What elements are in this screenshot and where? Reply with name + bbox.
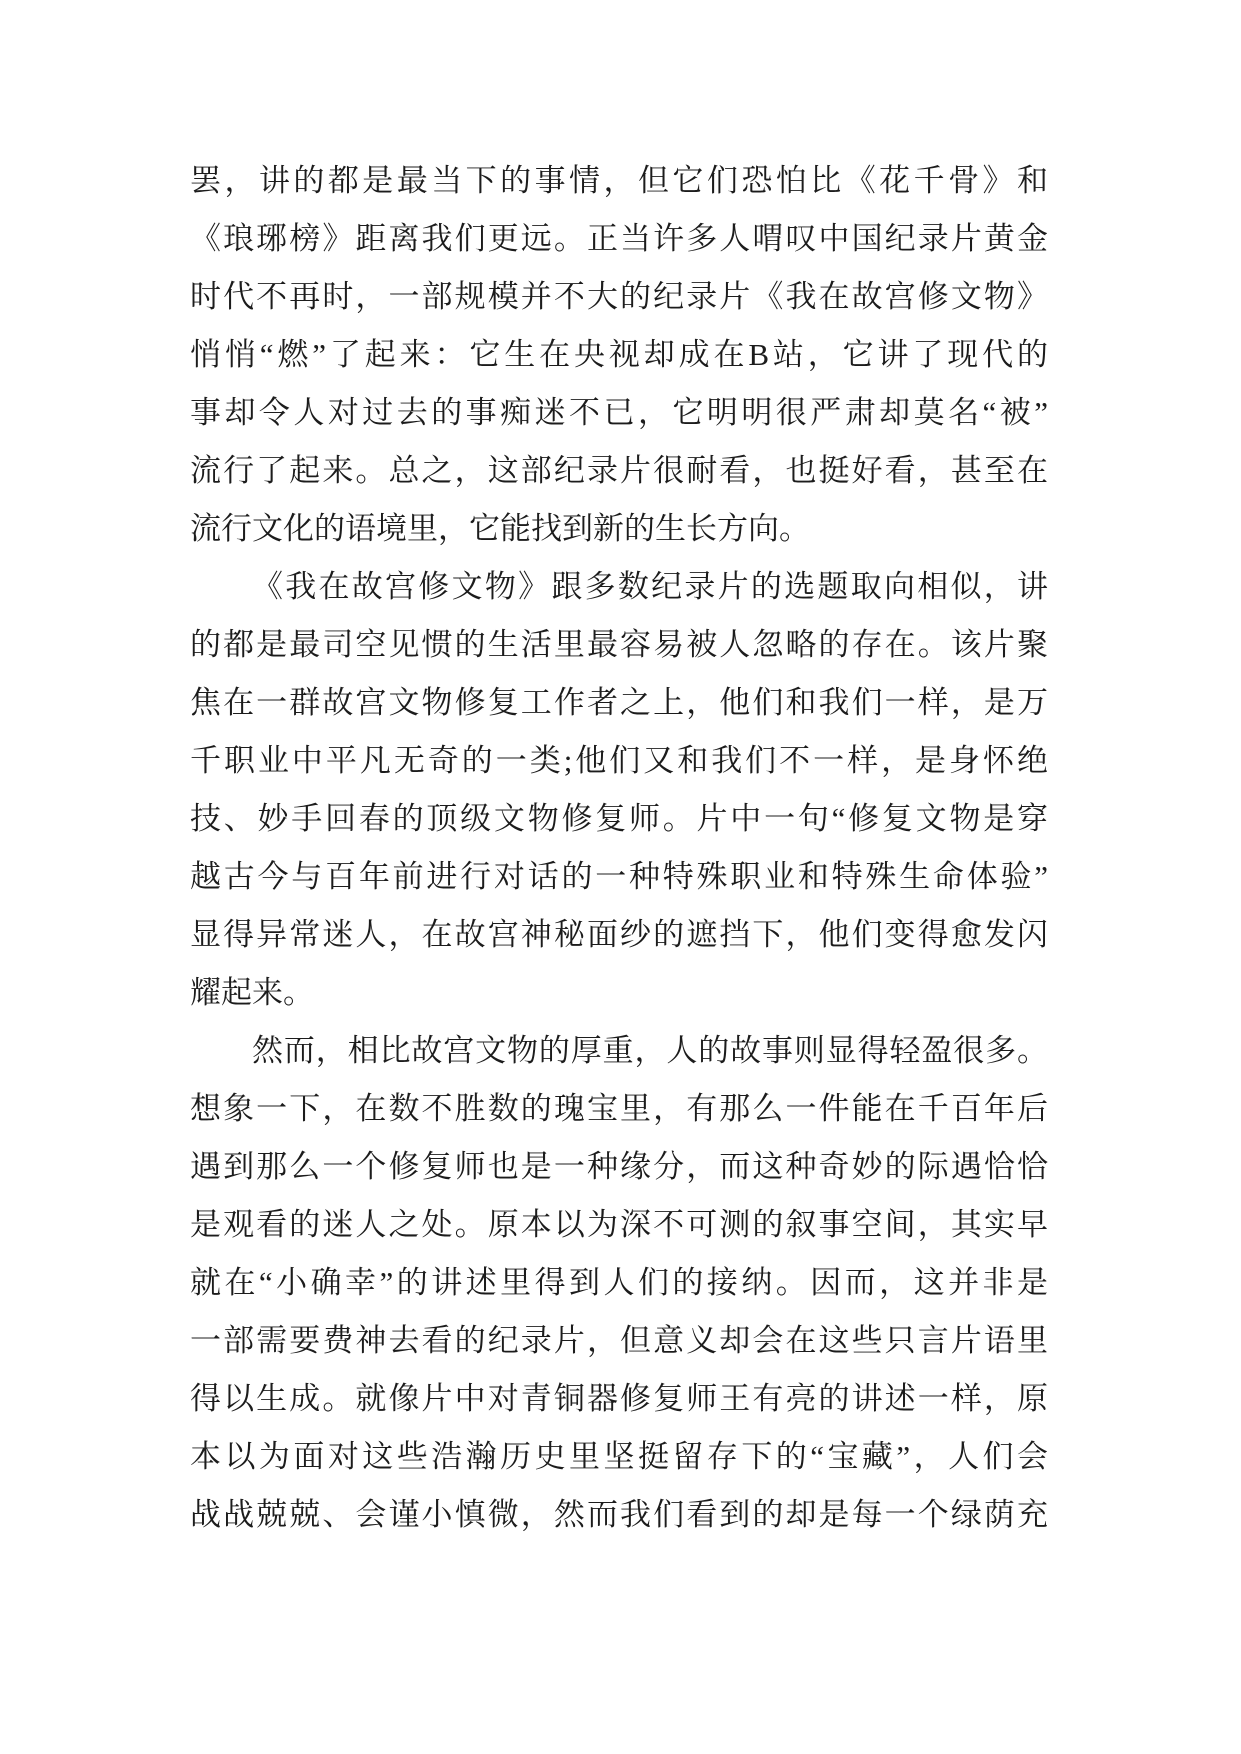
text-line: 悄悄“燃”了起来：它生在央视却成在B站，它讲了现代的 <box>190 337 1048 372</box>
text-line: 《我在故宫修文物》跟多数纪录片的选题取向相似，讲 <box>252 569 1048 604</box>
text-line: 耀起来。 <box>190 975 314 1010</box>
paragraph-continued <box>190 152 1048 558</box>
text-line: 罢，讲的都是最当下的事情，但它们恐怕比《花千骨》和 <box>190 163 1048 198</box>
text-line: 流行了起来。总之，这部纪录片很耐看，也挺好看，甚至在 <box>190 453 1048 488</box>
text-line: 遇到那么一个修复师也是一种缘分，而这种奇妙的际遇恰恰 <box>190 1149 1048 1184</box>
text-line: 焦在一群故宫文物修复工作者之上，他们和我们一样，是万 <box>190 685 1048 720</box>
text-line: 显得异常迷人，在故宫神秘面纱的遮挡下，他们变得愈发闪 <box>190 917 1048 952</box>
text-line: 一部需要费神去看的纪录片，但意义却会在这些只言片语里 <box>190 1323 1048 1358</box>
text-line: 事却令人对过去的事痴迷不已，它明明很严肃却莫名“被” <box>190 395 1048 430</box>
text-line: 越古今与百年前进行对话的一种特殊职业和特殊生命体验” <box>190 859 1048 894</box>
text-line: 战战兢兢、会谨小慎微，然而我们看到的却是每一个绿荫充 <box>190 1497 1048 1532</box>
text-line: 技、妙手回春的顶级文物修复师。片中一句“修复文物是穿 <box>190 801 1048 836</box>
text-line: 本以为面对这些浩瀚历史里坚挺留存下的“宝藏”，人们会 <box>190 1439 1048 1474</box>
paragraph <box>190 558 1048 1022</box>
text-line: 就在“小确幸”的讲述里得到人们的接纳。因而，这并非是 <box>190 1265 1048 1300</box>
paragraph <box>190 1022 1048 1544</box>
body-text <box>190 152 1048 1544</box>
text-line: 想象一下，在数不胜数的瑰宝里，有那么一件能在千百年后 <box>190 1091 1048 1126</box>
text-line: 《琅琊榜》距离我们更远。正当许多人喟叹中国纪录片黄金 <box>190 221 1048 256</box>
text-line: 是观看的迷人之处。原本以为深不可测的叙事空间，其实早 <box>190 1207 1048 1242</box>
text-line: 流行文化的语境里，它能找到新的生长方向。 <box>190 511 810 546</box>
text-line: 的都是最司空见惯的生活里最容易被人忽略的存在。该片聚 <box>190 627 1048 662</box>
text-line: 得以生成。就像片中对青铜器修复师王有亮的讲述一样，原 <box>190 1381 1048 1416</box>
text-line: 然而，相比故宫文物的厚重，人的故事则显得轻盈很多。 <box>252 1033 1048 1068</box>
text-line: 千职业中平凡无奇的一类;他们又和我们不一样，是身怀绝 <box>190 743 1048 778</box>
text-line: 时代不再时，一部规模并不大的纪录片《我在故宫修文物》 <box>190 279 1048 314</box>
